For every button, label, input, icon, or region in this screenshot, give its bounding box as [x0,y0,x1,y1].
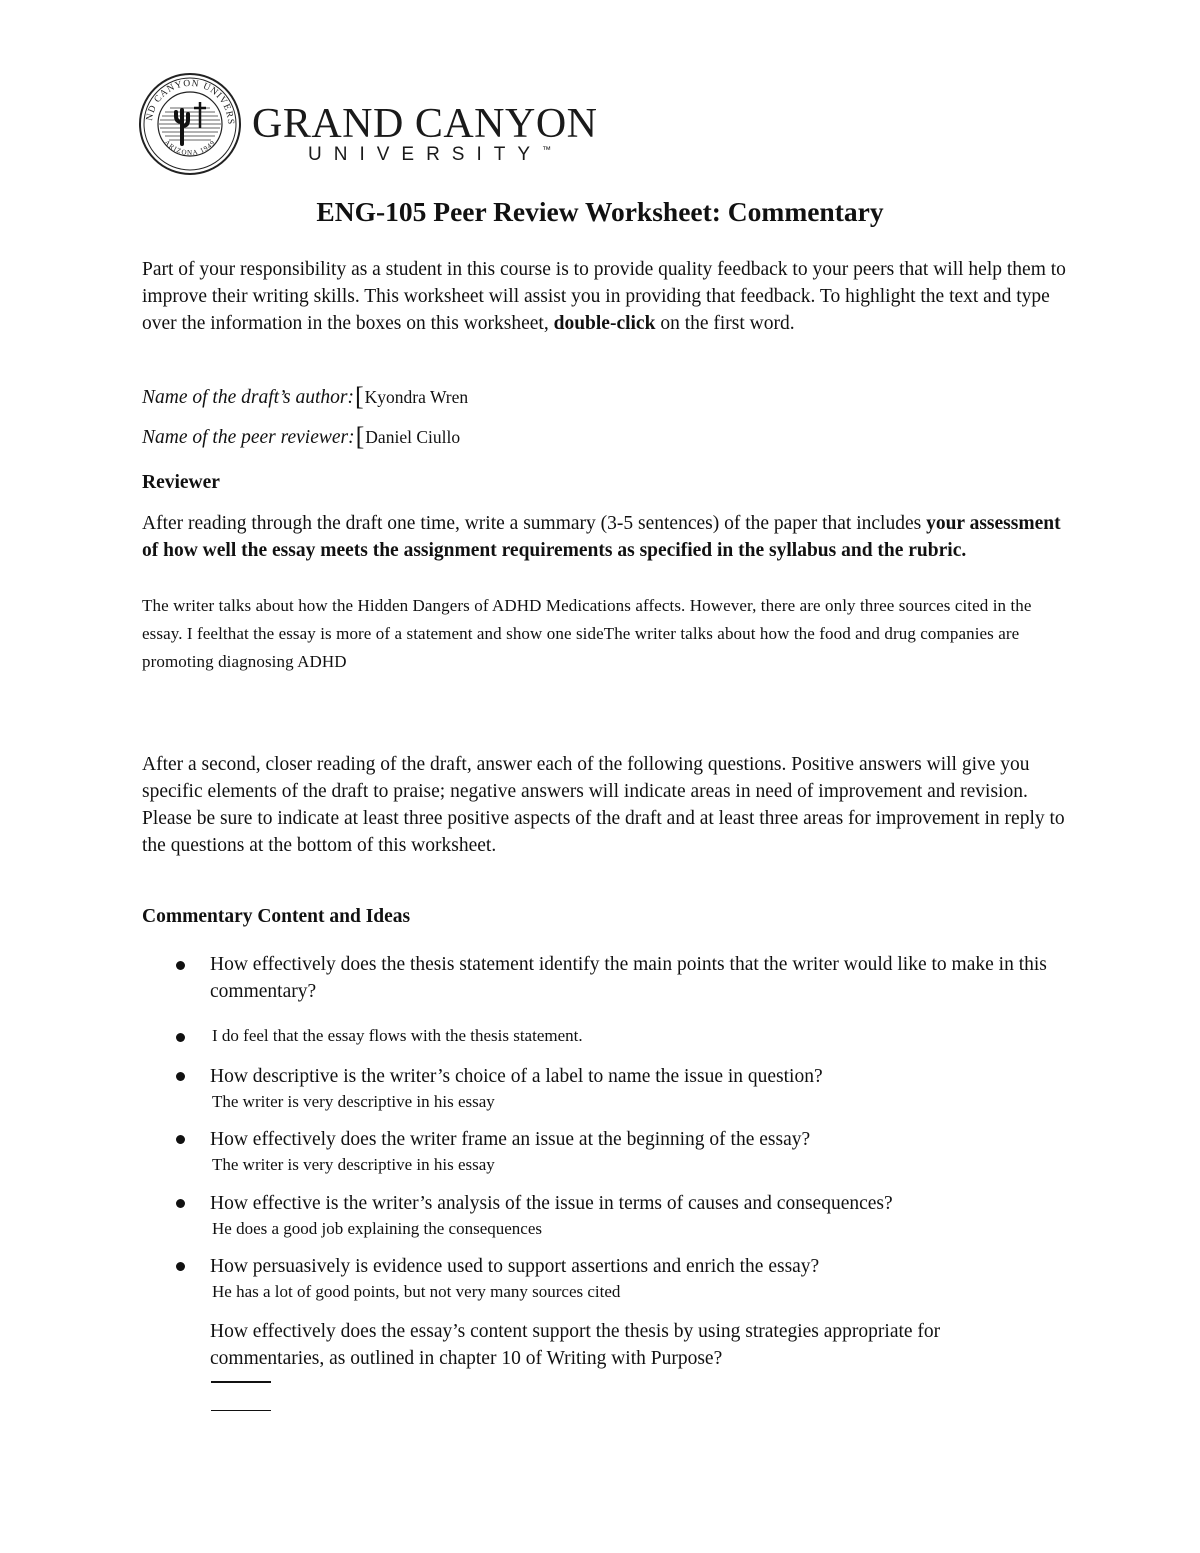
reviewer-heading: Reviewer [142,472,220,493]
bullet-icon [176,1072,185,1081]
bullet-icon [176,1199,185,1208]
svg-text:ARIZONA 1949: ARIZONA 1949 [162,138,218,157]
university-subname-logo-text [308,144,551,166]
bullet-icon [176,1033,185,1042]
intro-rest-text: on the first word. [655,313,795,334]
svg-text:GRAND CANYON UNIVERSITY: ND CANYON UNIVERS [145,78,236,126]
question-label: How descriptive is the writer’s choice of a label to name the issue in question? [210,1066,823,1087]
bullet-icon [176,1135,185,1144]
reviewer-label: Name of the peer reviewer: [142,427,355,448]
answer-label[interactable]: The writer is very descriptive in his essay [212,1092,495,1111]
bullet-icon [176,1262,185,1271]
answer-thesis[interactable]: I do feel that the essay flows with the thesis statement. [212,1026,583,1045]
field-bracket-icon: [ [354,382,364,411]
reviewer-prompt [142,510,1067,564]
author-label: Name of the draft’s author: [142,387,354,408]
answer-evidence[interactable]: He has a lot of good points, but not very many sources cited [212,1282,621,1301]
page-title: ENG-105 Peer Review Worksheet: Commentary [316,196,884,227]
question-strategies: How effectively does the essay’s content support the thesis by using strategies appropriate for commentaries, as outlined in chapter 10 of Writing with Purpose? [210,1321,941,1369]
reviewer-summary-answer[interactable]: The writer talks about how the Hidden Dangers of ADHD Medications affects. However, there are only three sources cited in the essay. I feelthat the essay is more of a statement and show one sideThe writer talks about how the food and drug companies are promoting diagnosing ADHD [142,596,1032,671]
answer-underline[interactable] [211,1410,271,1411]
university-name-logo-text [252,100,598,148]
reviewer-value[interactable]: Daniel Ciullo [365,427,461,447]
reviewer-prompt-text: After reading through the draft one time, write a summary (3-5 sentences) of the paper that includes [142,513,927,534]
question-frame: How effectively does the writer frame an issue at the beginning of the essay? [210,1129,811,1150]
logo-trademark: ™ [542,144,552,155]
answer-frame[interactable]: The writer is very descriptive in his essay [212,1155,495,1174]
answer-analysis[interactable]: He does a good job explaining the consequences [212,1219,542,1238]
second-reading-paragraph: After a second, closer reading of the draft, answer each of the following questions. Positive answers will give you specific elements of the draft to praise; negative answers will indicate areas in need of improvement and revision. Please be sure to indicate at least three positive aspects of the draft and at least three areas for improvement in reply to the questions at the bottom of this worksheet. [142,754,1065,856]
intro-bold-text: double-click [553,313,656,334]
author-value[interactable]: Kyondra Wren [364,387,469,407]
logo-main-text: GRAND CANYON [252,101,598,147]
intro-paragraph [142,256,1067,337]
university-seal-logo [138,72,242,176]
reviewer-field [142,424,460,450]
answer-underline[interactable] [211,1381,271,1383]
question-analysis: How effective is the writer’s analysis of the issue in terms of causes and consequences? [210,1193,893,1214]
question-thesis: How effectively does the thesis statement identify the main points that the writer would like to make in this commentary? [210,954,1047,1002]
intro-text: Part of your responsibility as a student in this course is to provide quality feedback to your peers that will help them to improve their writing skills. This worksheet will assist you in providing that feedback. To highlight the text and type over the information in the boxes on this worksheet, [142,259,1066,334]
author-field [142,384,468,410]
bullet-icon [176,961,185,970]
reviewer-prompt-bold: your assessment of how well the essay meets the assignment requirements as specified in the syllabus and the rubric. [142,513,1061,561]
field-bracket-icon: [ [355,422,365,451]
logo-sub-text: UNIVERSITY [308,144,543,165]
content-ideas-heading: Commentary Content and Ideas [142,906,411,927]
question-evidence: How persuasively is evidence used to support assertions and enrich the essay? [210,1256,820,1277]
